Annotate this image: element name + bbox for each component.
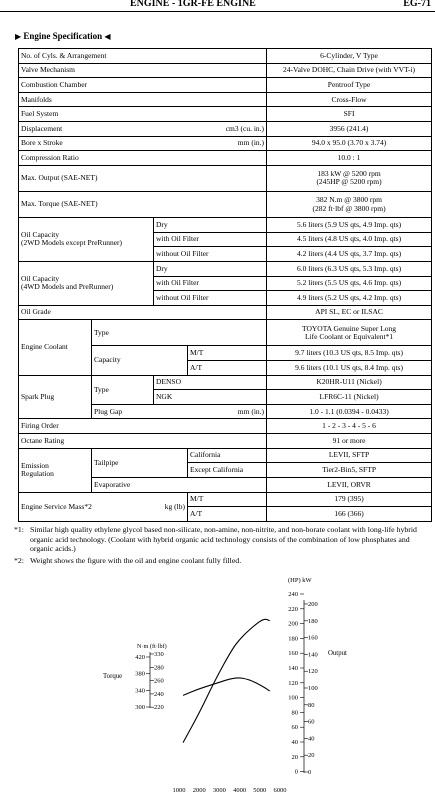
output-hp-tick-label: 160 (288, 650, 298, 658)
spec-value: (282 ft·lbf @ 3800 rpm) (312, 203, 386, 213)
spec-label: Engine Service Mass*2 (21, 501, 92, 511)
footnote-mark: *2: (14, 556, 24, 566)
spec-label: Displacement (21, 123, 63, 133)
torque-ftlbf-tick-label: 280 (154, 664, 164, 672)
torque-nm-tick-label: 420 (135, 654, 145, 661)
output-axis-title: (HP) kW (288, 577, 312, 584)
table-row (19, 261, 432, 276)
spec-sublabel: without Oil Filter (154, 291, 267, 306)
spec-value: 6.0 liters (6.3 US qts, 5.3 Imp. qts) (267, 261, 432, 276)
table-row (19, 448, 432, 463)
output-hp-tick-label: 40 (291, 739, 298, 746)
output-kw-tick-label: 0 (308, 769, 312, 776)
output-kw-tick-label: 20 (308, 752, 315, 760)
spec-value: 9.7 liters (10.3 US qts, 8.5 Imp. qts) (267, 346, 432, 361)
spec-label: Combustion Chamber (19, 78, 267, 93)
spec-sublabel: without Oil Filter (154, 247, 267, 262)
output-kw-tick-label: 160 (308, 634, 318, 642)
spec-sublabel: with Oil Filter (154, 232, 267, 247)
spec-sublabel: M/T (188, 492, 267, 507)
spec-sublabel: A/T (188, 361, 267, 376)
output-hp-tick-label: 120 (288, 679, 298, 687)
table-row (19, 492, 432, 507)
spec-label: Octane Rating (19, 434, 267, 449)
spec-label-cell (19, 136, 267, 151)
table-row (19, 419, 432, 434)
spec-sublabel: Tailpipe (92, 448, 188, 477)
torque-axis-title: N·m (ft·lbf) (137, 643, 167, 650)
page-header (0, 0, 435, 12)
output-kw-tick-label: 100 (308, 685, 318, 692)
spec-sublabel: California (188, 448, 267, 463)
spec-label-cell (19, 261, 154, 305)
output-hp-tick-label: 20 (291, 753, 298, 761)
x-tick-label: 3000 (212, 787, 226, 794)
spec-value: 179 (395) (267, 492, 432, 507)
spec-value: LEVII, SFTP (267, 448, 432, 463)
table-row (19, 151, 432, 166)
spec-label: Oil Capacity (21, 230, 60, 240)
output-hp-tick-label: 200 (288, 620, 298, 628)
spec-value: 4.2 liters (4.4 US qts, 3.7 Imp. qts) (267, 247, 432, 262)
spec-label: Firing Order (19, 419, 267, 434)
output-kw-tick-label: 60 (308, 718, 315, 726)
torque-ftlbf-tick-label: 330 (154, 651, 164, 658)
output-hp-tick-label: 0 (294, 768, 298, 776)
spec-label: Max. Output (SAE-NET) (19, 165, 267, 191)
spec-unit: mm (in.) (237, 138, 265, 148)
spec-unit: mm (in.) (237, 406, 265, 416)
engine-performance-chart (0, 570, 435, 800)
spec-value: 382 N.m @ 3800 rpm (316, 195, 382, 205)
table-row (19, 78, 432, 93)
table-row (19, 305, 432, 320)
engine-spec-table (18, 48, 432, 522)
spec-sublabel: Except California (188, 463, 267, 478)
spec-value: 6-Cylinder, V Type (267, 49, 432, 64)
spec-value-cell (267, 320, 432, 346)
page-number: EG-71 (403, 0, 431, 9)
spec-label: Valve Mechanism (19, 63, 267, 78)
spec-label: Oil Capacity (21, 274, 60, 284)
spec-value: 4.9 liters (5.2 US qts, 4.2 Imp. qts) (267, 291, 432, 306)
section-marker-icon: ▶ (15, 32, 22, 41)
output-kw-tick-label: 80 (308, 701, 315, 709)
section-title (15, 31, 111, 41)
spec-value: 91 or more (267, 434, 432, 449)
spec-value: 1.0 - 1.1 (0.0394 - 0.0433) (267, 404, 432, 419)
spec-label: Engine Coolant (19, 320, 92, 375)
spec-value: Pentroof Type (267, 78, 432, 93)
output-hp-tick-label: 180 (288, 635, 298, 643)
spec-unit: kg (lb) (164, 501, 185, 511)
spec-sublabel: M/T (188, 346, 267, 361)
footnote-mark: *1: (14, 525, 24, 534)
torque-ftlbf-tick-label: 260 (154, 677, 164, 685)
spec-label-cell (19, 492, 188, 521)
footnote (14, 556, 432, 566)
spec-sublabel: A/T (188, 507, 267, 522)
spec-sublabel: DENSO (154, 375, 267, 390)
spec-sublabel: Plug Gap (94, 406, 123, 416)
spec-label: Max. Torque (SAE-NET) (19, 191, 267, 217)
output-hp-tick-label: 240 (288, 591, 298, 598)
spec-value-cell (267, 191, 432, 217)
output-kw-tick-label: 140 (308, 651, 318, 659)
spec-sublabel: Dry (154, 261, 267, 276)
spec-value: 183 kW @ 5200 rpm (317, 169, 381, 179)
x-tick-label: 2000 (192, 787, 206, 794)
spec-value: 5.2 liters (5.5 US qts, 4.6 Imp. qts) (267, 276, 432, 291)
table-row (19, 375, 432, 390)
spec-label-cell (92, 404, 267, 419)
table-row (19, 165, 432, 191)
spec-sublabel: Evaporative (92, 477, 267, 492)
x-tick-label: 1000 (172, 787, 186, 794)
table-row (19, 107, 432, 122)
spec-value: TOYOTA Genuine Super Long (302, 323, 397, 333)
output-hp-tick-label: 100 (288, 694, 298, 702)
spec-label-cell (19, 218, 154, 262)
torque-nm-tick-label: 340 (135, 687, 145, 695)
table-row (19, 136, 432, 151)
spec-value: API SL, EC or ILSAC (267, 305, 432, 320)
spec-label-cell (19, 448, 92, 492)
table-row (19, 191, 432, 217)
output-kw-tick-label: 200 (308, 601, 318, 608)
footnote-text: Weight shows the figure with the oil and engine coolant fully filled. (30, 556, 242, 566)
spec-label: Regulation (21, 469, 54, 479)
spec-value: Cross-Flow (267, 92, 432, 107)
torque-series-label: Torque (103, 673, 123, 680)
spec-label: Compression Ratio (19, 151, 267, 166)
table-row (19, 218, 432, 233)
spec-label-cell (19, 122, 267, 137)
output-hp-tick-label: 60 (291, 724, 298, 732)
torque-nm-tick-label: 380 (135, 670, 145, 678)
torque-nm-tick-label: 300 (135, 704, 145, 711)
spec-label: Emission (21, 460, 49, 470)
table-row (19, 434, 432, 449)
spec-label: (2WD Models except PreRunner) (21, 238, 123, 248)
header-title: ENGINE - 1GR-FE ENGINE (130, 0, 256, 9)
spec-sublabel: with Oil Filter (154, 276, 267, 291)
table-row (19, 63, 432, 78)
spec-label: Oil Grade (19, 305, 267, 320)
spec-value: (245HP @ 5200 rpm) (316, 177, 382, 187)
spec-sublabel: Dry (154, 218, 267, 233)
spec-value: Tier2-Bin5, SFTP (267, 463, 432, 478)
table-row (19, 92, 432, 107)
spec-value-cell (267, 165, 432, 191)
output-curve (183, 619, 270, 742)
spec-value: 1 - 2 - 3 - 4 - 5 - 6 (267, 419, 432, 434)
torque-ftlbf-tick-label: 220 (154, 704, 164, 712)
footnote (14, 525, 432, 554)
output-kw-tick-label: 180 (308, 617, 318, 625)
spec-label: (4WD Models and PreRunner) (21, 282, 114, 292)
spec-value: 3956 (241.4) (267, 122, 432, 137)
spec-label: No. of Cyls. & Arrangement (19, 49, 267, 64)
output-hp-tick-label: 140 (288, 665, 298, 672)
spec-value: 166 (366) (267, 507, 432, 522)
output-kw-tick-label: 40 (308, 735, 315, 743)
spec-value: 4.5 liters (4.8 US qts, 4.0 Imp. qts) (267, 232, 432, 247)
spec-unit: cm3 (cu. in.) (225, 123, 265, 133)
spec-label: Bore x Stroke (21, 138, 63, 148)
output-kw-tick-label: 120 (308, 668, 318, 676)
spec-sublabel: Type (92, 375, 154, 404)
spec-label: Fuel System (19, 107, 267, 122)
spec-label: Manifolds (19, 92, 267, 107)
spec-value: LFR6C-11 (Nickel) (267, 390, 432, 405)
table-row (19, 122, 432, 137)
table-row (19, 320, 432, 346)
spec-sublabel: NGK (154, 390, 267, 405)
spec-label: Spark Plug (19, 375, 92, 419)
x-tick-label: 5000 (253, 787, 267, 794)
spec-value: 94.0 x 95.0 (3.70 x 3.74) (267, 136, 432, 151)
spec-value: 9.6 liters (10.1 US qts, 8.4 Imp. qts) (267, 361, 432, 376)
x-tick-label: 6000 (273, 787, 287, 794)
spec-value: Life Coolant or Equivalent*1 (304, 331, 394, 341)
section-title-text: Engine Specification (23, 31, 103, 41)
output-hp-tick-label: 80 (291, 709, 298, 717)
spec-sublabel: Type (92, 320, 267, 346)
x-tick-label: 4000 (233, 787, 247, 794)
section-end-marker-icon: ◀ (104, 32, 111, 41)
spec-value: LEVII, ORVR (267, 477, 432, 492)
spec-value: 10.0 : 1 (267, 151, 432, 166)
footnotes (14, 525, 432, 568)
footnote-text: Similar high quality ethylene glycol based non-silicate, non-amine, non-nitrite, and non-borate coolant with long-life hybrid organic acid technology. (Coolant with hybrid organic acid technology consists of the combination of low phosphates and organic acids.) (30, 525, 417, 554)
torque-ftlbf-tick-label: 240 (154, 690, 164, 698)
spec-value: K20HR-U11 (Nickel) (267, 375, 432, 390)
spec-value: SFI (267, 107, 432, 122)
spec-value: 5.6 liters (5.9 US qts, 4.9 Imp. qts) (267, 218, 432, 233)
table-row (19, 49, 432, 64)
spec-value: 24-Valve DOHC, Chain Drive (with VVT-i) (267, 63, 432, 78)
torque-curve (183, 678, 270, 695)
output-series-label: Output (328, 650, 347, 657)
output-hp-tick-label: 220 (288, 605, 298, 613)
spec-sublabel: Capacity (92, 346, 188, 375)
